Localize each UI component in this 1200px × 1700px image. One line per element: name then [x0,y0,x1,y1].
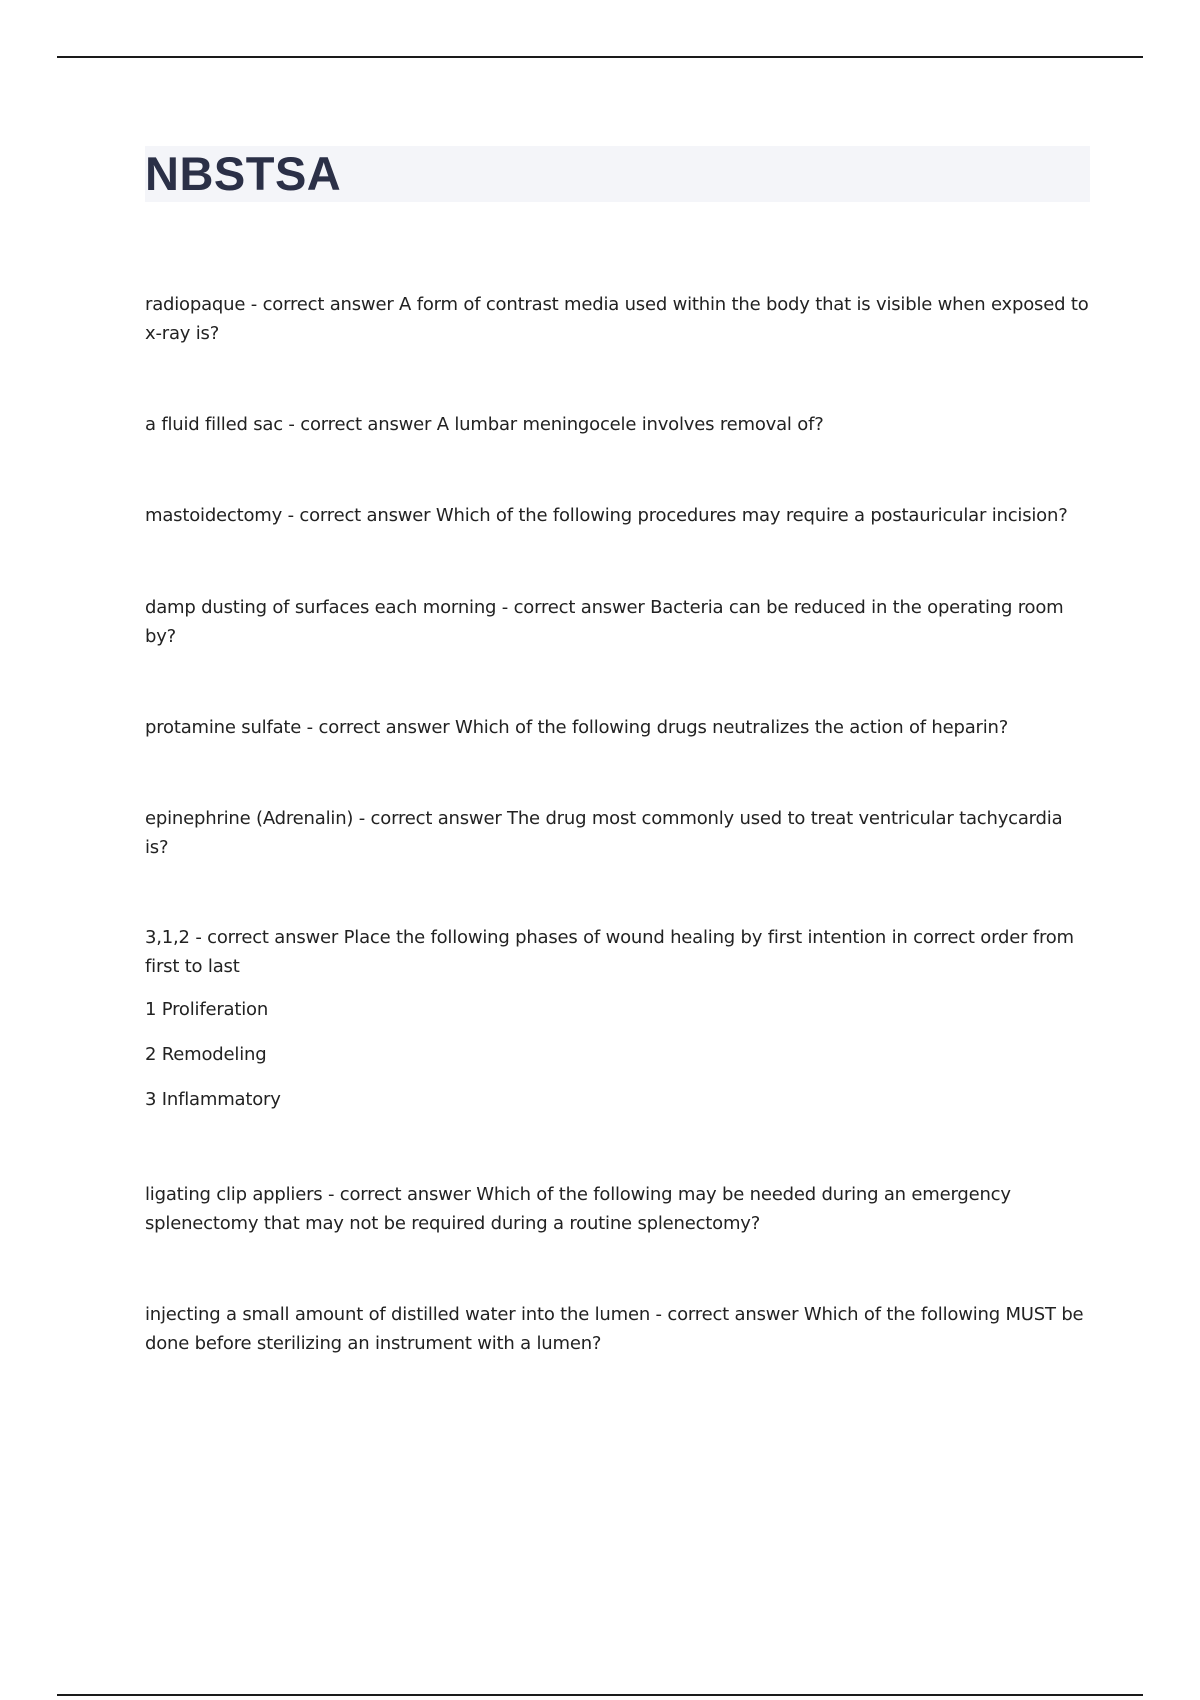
qa-item-7-sub-3: 3 Inflammatory [145,1089,281,1110]
qa-item-6: epinephrine (Adrenalin) - correct answer The drug most commonly used to treat ventricular tachycardia is? [145,808,1063,858]
qa-item-7 [145,923,1090,1114]
qa-item-1: radiopaque - correct answer A form of contrast media used within the body that is visible when exposed to x-ray is? [145,294,1089,344]
top-rule [57,56,1143,58]
bottom-rule [57,1694,1143,1696]
qa-item-2: a fluid filled sac - correct answer A lumbar meningocele involves removal of? [145,414,824,435]
qa-item-7-sub-1: 1 Proliferation [145,999,269,1020]
document-title: NBSTSA [145,147,342,200]
qa-item-9: injecting a small amount of distilled water into the lumen - correct answer Which of the following MUST be done before sterilizing an instrument with a lumen? [145,1304,1084,1354]
qa-item-3: mastoidectomy - correct answer Which of the following procedures may require a postauricular incision? [145,505,1068,526]
qa-item-8: ligating clip appliers - correct answer Which of the following may be needed during an emergency splenectomy that may not be required during a routine splenectomy? [145,1184,1011,1234]
qa-item-7-text: 3,1,2 - correct answer Place the following phases of wound healing by first intention in correct order from first to last [145,927,1074,977]
qa-item-4: damp dusting of surfaces each morning - correct answer Bacteria can be reduced in the operating room by? [145,597,1064,647]
qa-item-7-sub-2: 2 Remodeling [145,1044,267,1065]
qa-item-5: protamine sulfate - correct answer Which of the following drugs neutralizes the action of heparin? [145,717,1009,738]
